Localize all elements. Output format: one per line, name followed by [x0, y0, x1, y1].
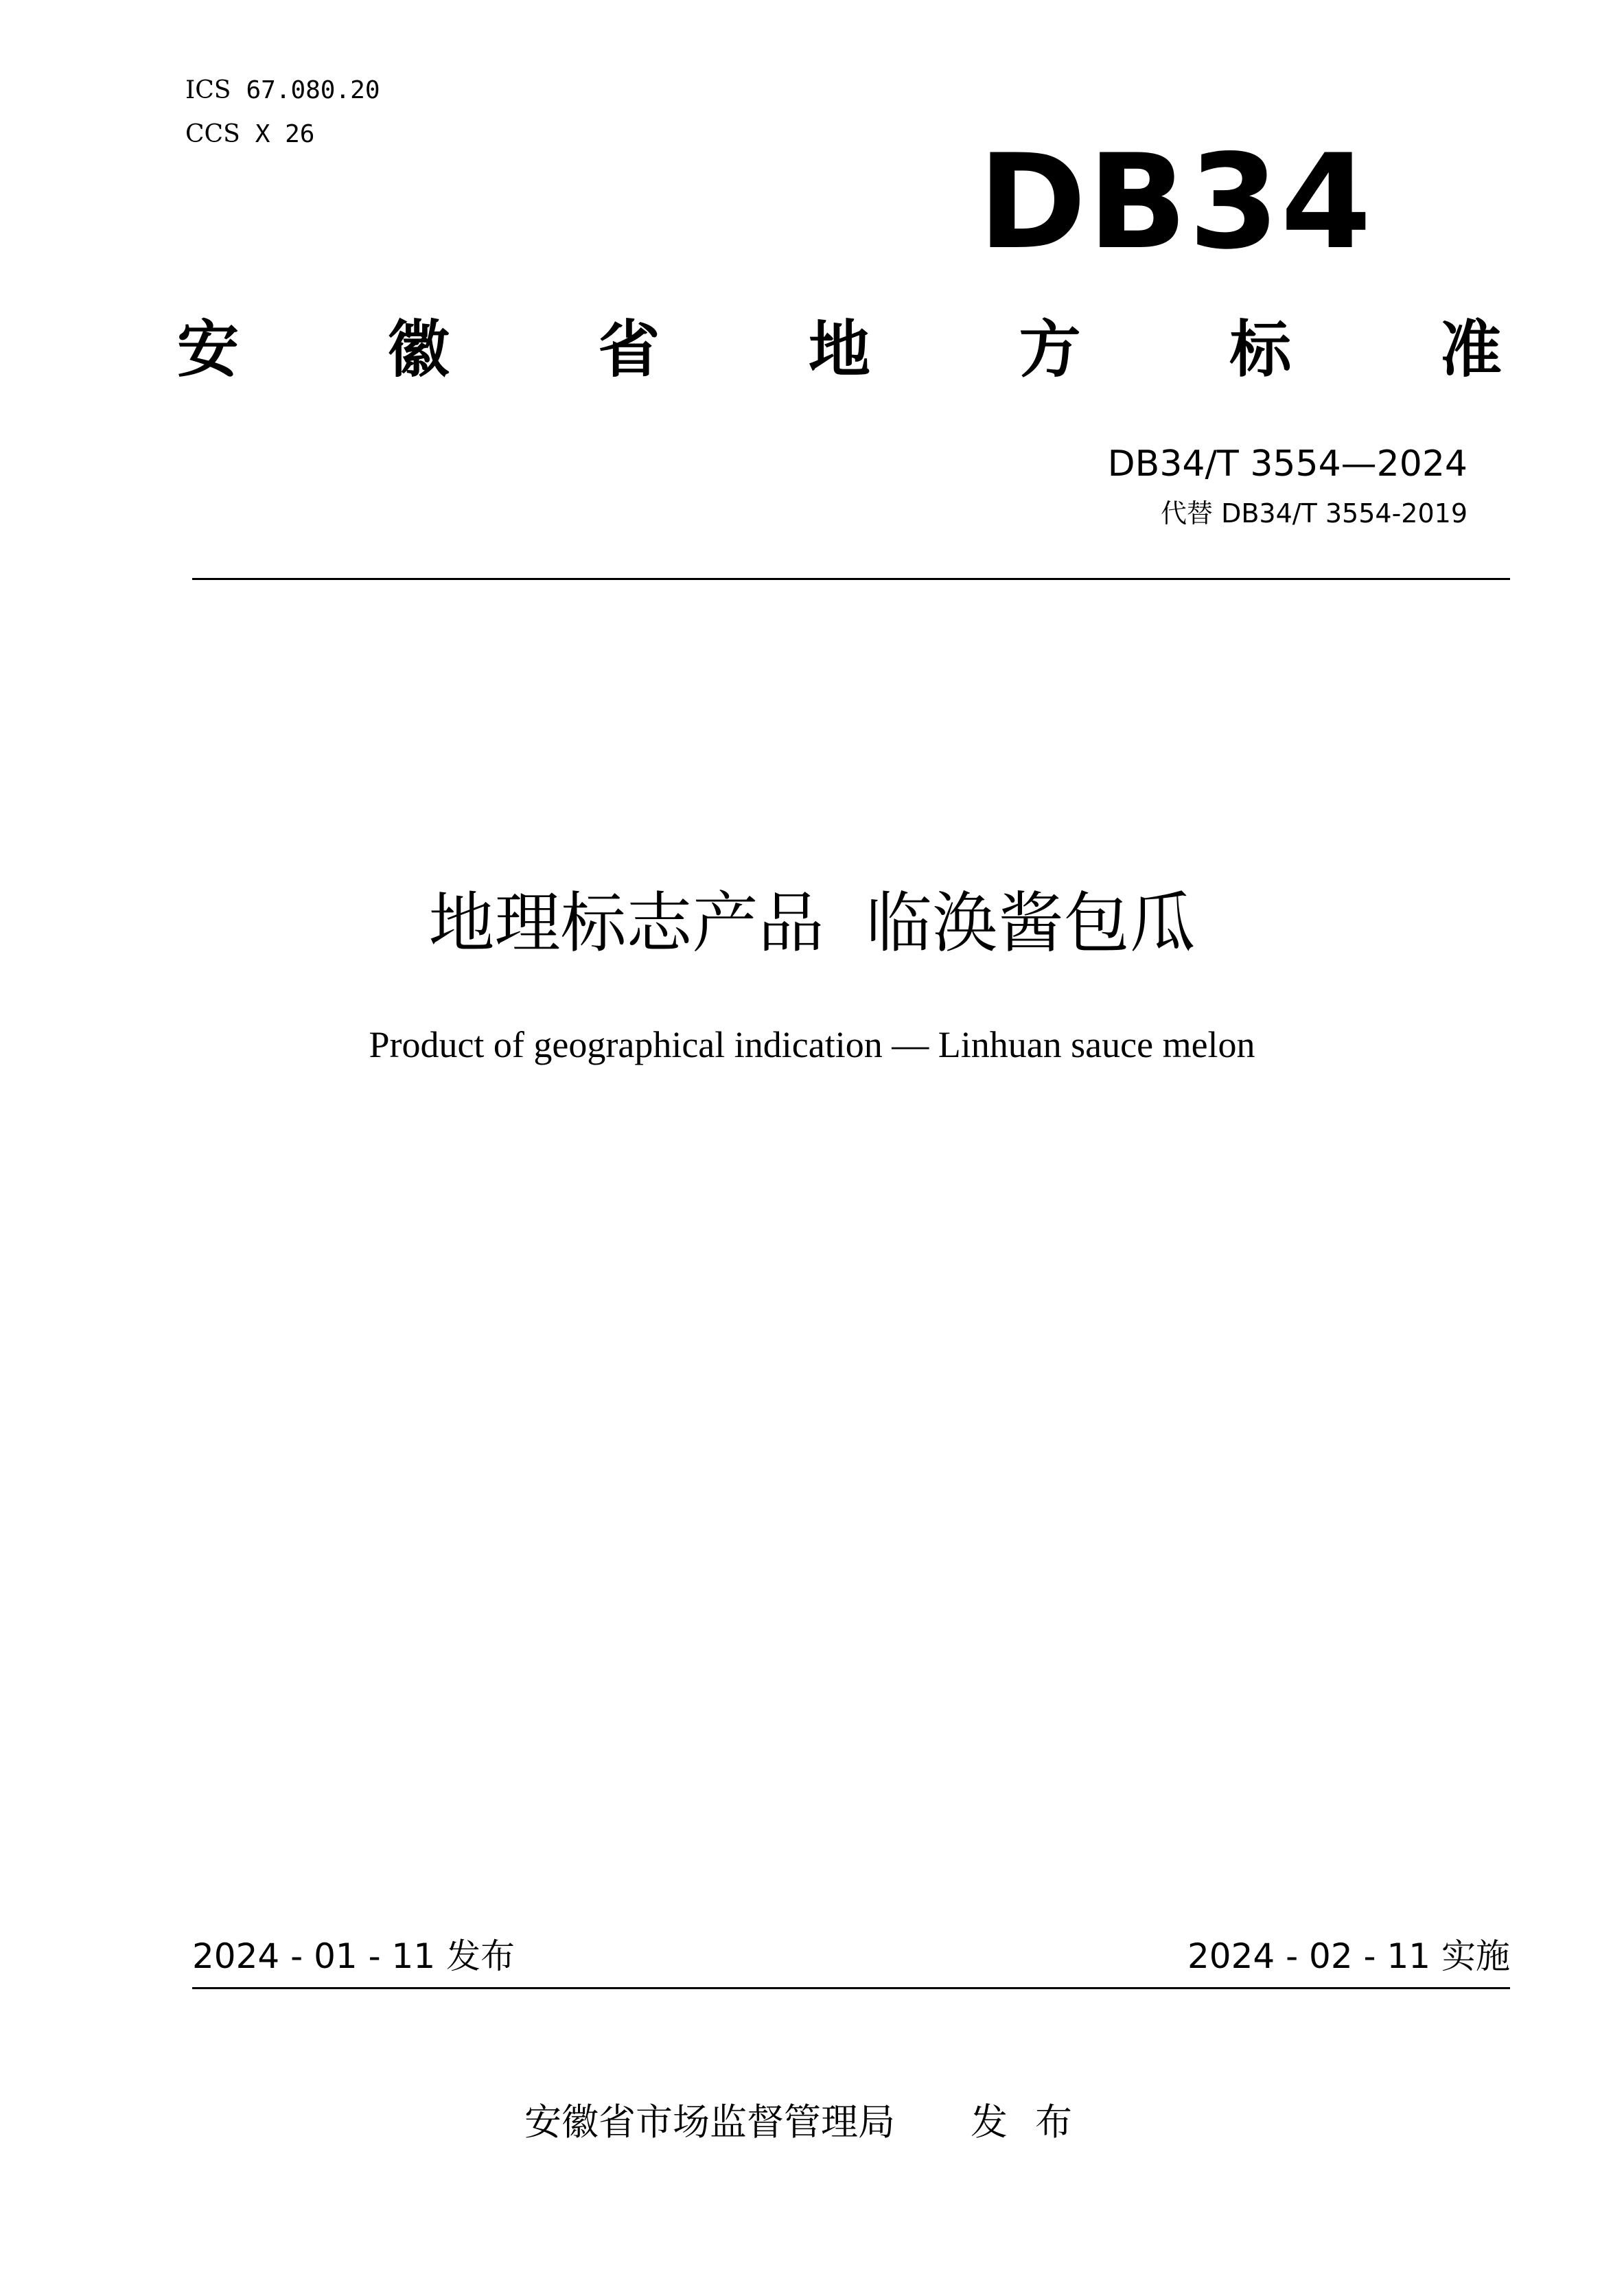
category-char: 标 — [1229, 314, 1292, 386]
category-char: 准 — [1439, 314, 1502, 386]
implement-date: 2024 - 02 - 11 实施 — [1187, 1936, 1510, 1976]
header-divider — [192, 578, 1510, 580]
title-english: Product of geographical indication — Linhuan sauce melon — [369, 1024, 1255, 1065]
standard-category — [177, 316, 1502, 384]
ics-code: 67.080.20 — [246, 76, 380, 104]
publisher-name: 安徽省市场监督管理局 — [524, 2100, 895, 2144]
title-chinese: 地理标志产品 临涣酱包瓜 — [428, 885, 1196, 962]
ccs-code: X 26 — [255, 120, 315, 148]
category-char: 地 — [808, 314, 870, 386]
ccs-label: CCS — [185, 120, 240, 148]
category-char: 徽 — [387, 314, 450, 386]
footer-divider — [192, 1987, 1510, 1989]
ics-label: ICS — [185, 76, 231, 104]
category-char: 安 — [177, 314, 239, 386]
category-char: 方 — [1019, 314, 1081, 386]
ccs-classification — [185, 119, 314, 150]
standard-logo: DB34 — [978, 126, 1373, 278]
category-char: 省 — [598, 314, 660, 386]
publish-date: 2024 - 01 - 11 发布 — [192, 1936, 515, 1976]
publisher-action: 发布 — [971, 2100, 1100, 2144]
publisher-line — [0, 2100, 1624, 2144]
ics-classification — [185, 76, 380, 106]
replaces-standard: 代替 DB34/T 3554-2019 — [1161, 498, 1468, 529]
standard-number: DB34/T 3554—2024 — [1107, 443, 1468, 485]
